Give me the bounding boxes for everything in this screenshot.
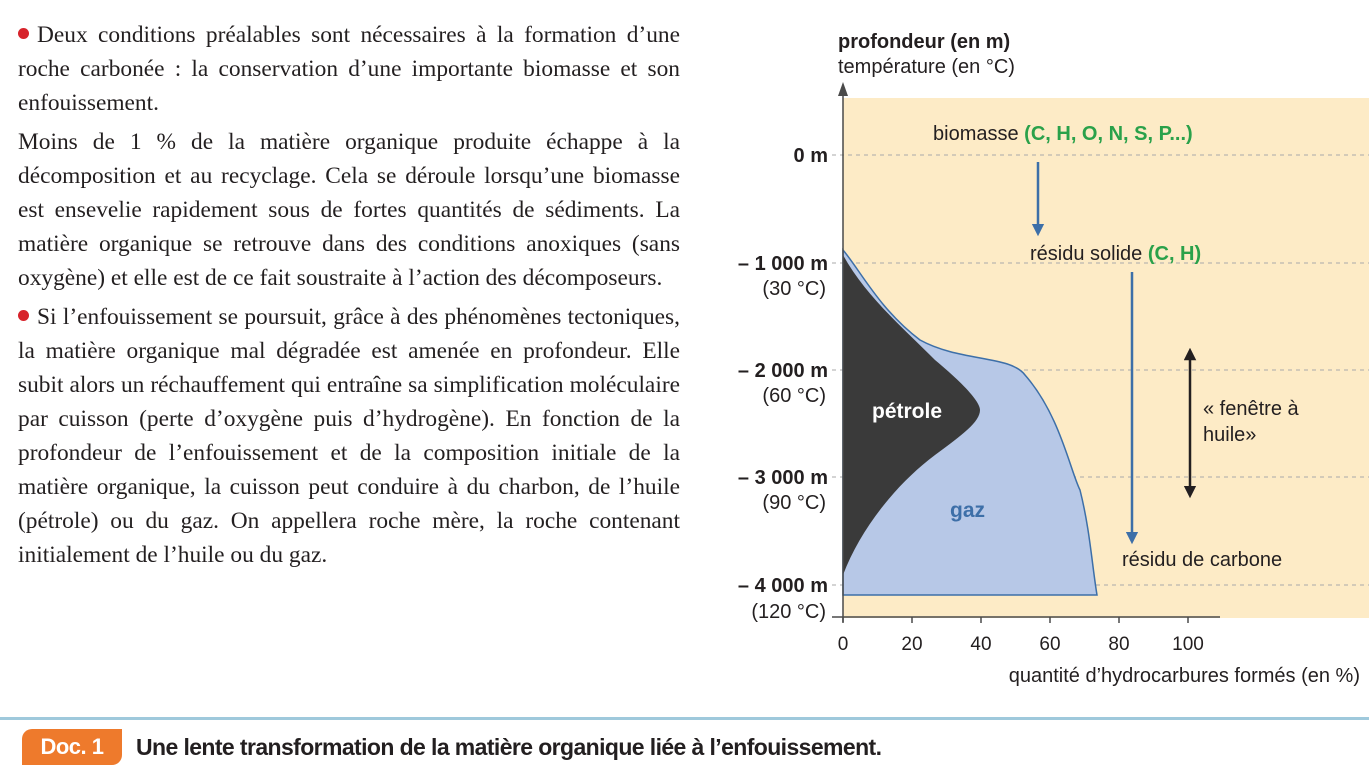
x-axis-title: quantité d’hydrocarbures formés (en %) (1008, 665, 1360, 687)
hydrocarbon-formation-diagram (700, 10, 1369, 710)
x-tick-100: 100 (1172, 634, 1204, 655)
paragraph-3-text: Si l’enfouissement se poursuit, grâce à des phénomènes tectoniques, la matière organique mal dégradée est amenée en profondeur. Elle subit alors un réchauffement qui entraîne sa simplification moléculaire par cuisson (perte d’oxygène puis d’hydrogène). En fonction de la profondeur de l’enfouissement et de la composition initiale de la matière organique, la cuisson peut conduire à du charbon, de l’huile (pétrole) ou du gaz. On appellera roche mère, la roche contenant initialement de l’huile ou du gaz. (18, 304, 680, 568)
depth-label-3000: – 3 000 m (737, 467, 828, 489)
bullet-icon (18, 310, 29, 321)
biomasse-text: biomasse (933, 123, 1025, 145)
temp-label-30: (30 °C) (762, 278, 826, 300)
depth-label-0: 0 m (793, 145, 828, 167)
residu-solide-formula: (C, H) (1147, 243, 1202, 265)
paragraph-2: Moins de 1 % de la matière organique produite échappe à la décomposition et au recyclage. Cela se déroule lorsqu’une biomasse est ensevelie rapidement sous de fortes quantités de sédiments. La matière organique se retrouve dans des conditions anoxiques (sans oxygène) et elle est de ce fait soustraite à l’action des décomposeurs. (18, 129, 680, 291)
paragraph-1 (18, 18, 680, 120)
doc-caption: Une lente transformation de la matière organique liée à l’enfouissement. (136, 734, 882, 760)
x-tick-20: 20 (901, 634, 923, 655)
y-axis-arrow-icon (838, 82, 848, 96)
paragraph-1-text: Deux conditions préalables sont nécessaires à la formation d’une roche carbonée : la conservation d’une importante biomasse et son enfouissement. (18, 22, 680, 116)
paragraph-3 (18, 300, 680, 572)
bullet-icon (18, 28, 29, 39)
petrole-label: pétrole (872, 400, 943, 423)
biomasse-label (933, 123, 1193, 145)
residu-carbone-label: résidu de carbone (1122, 549, 1283, 571)
x-tick-40: 40 (970, 634, 992, 655)
temp-label-90: (90 °C) (762, 492, 826, 514)
temp-label-60: (60 °C) (762, 385, 826, 407)
depth-label-1000: – 1 000 m (737, 253, 828, 275)
y-axis-title: profondeur (en m) (838, 31, 1011, 53)
doc-badge: Doc. 1 (22, 729, 122, 765)
x-tick-0: 0 (837, 634, 849, 655)
gaz-label: gaz (950, 499, 986, 522)
depth-label-2000: – 2 000 m (737, 360, 828, 382)
y-axis-subtitle: température (en °C) (838, 56, 1015, 78)
oil-window-label-line2: huile» (1203, 424, 1257, 446)
temp-label-120: (120 °C) (751, 601, 826, 623)
oil-window-label-line1: « fenêtre à (1203, 398, 1299, 420)
x-tick-80: 80 (1108, 634, 1130, 655)
residu-solide-label (1030, 243, 1201, 265)
residu-solide-text: résidu solide (1030, 243, 1148, 265)
body-text (18, 18, 680, 577)
footer-divider (0, 717, 1369, 720)
depth-label-4000: – 4 000 m (737, 575, 828, 597)
biomasse-formula: (C, H, O, N, S, P...) (1024, 123, 1193, 145)
x-tick-60: 60 (1039, 634, 1061, 655)
